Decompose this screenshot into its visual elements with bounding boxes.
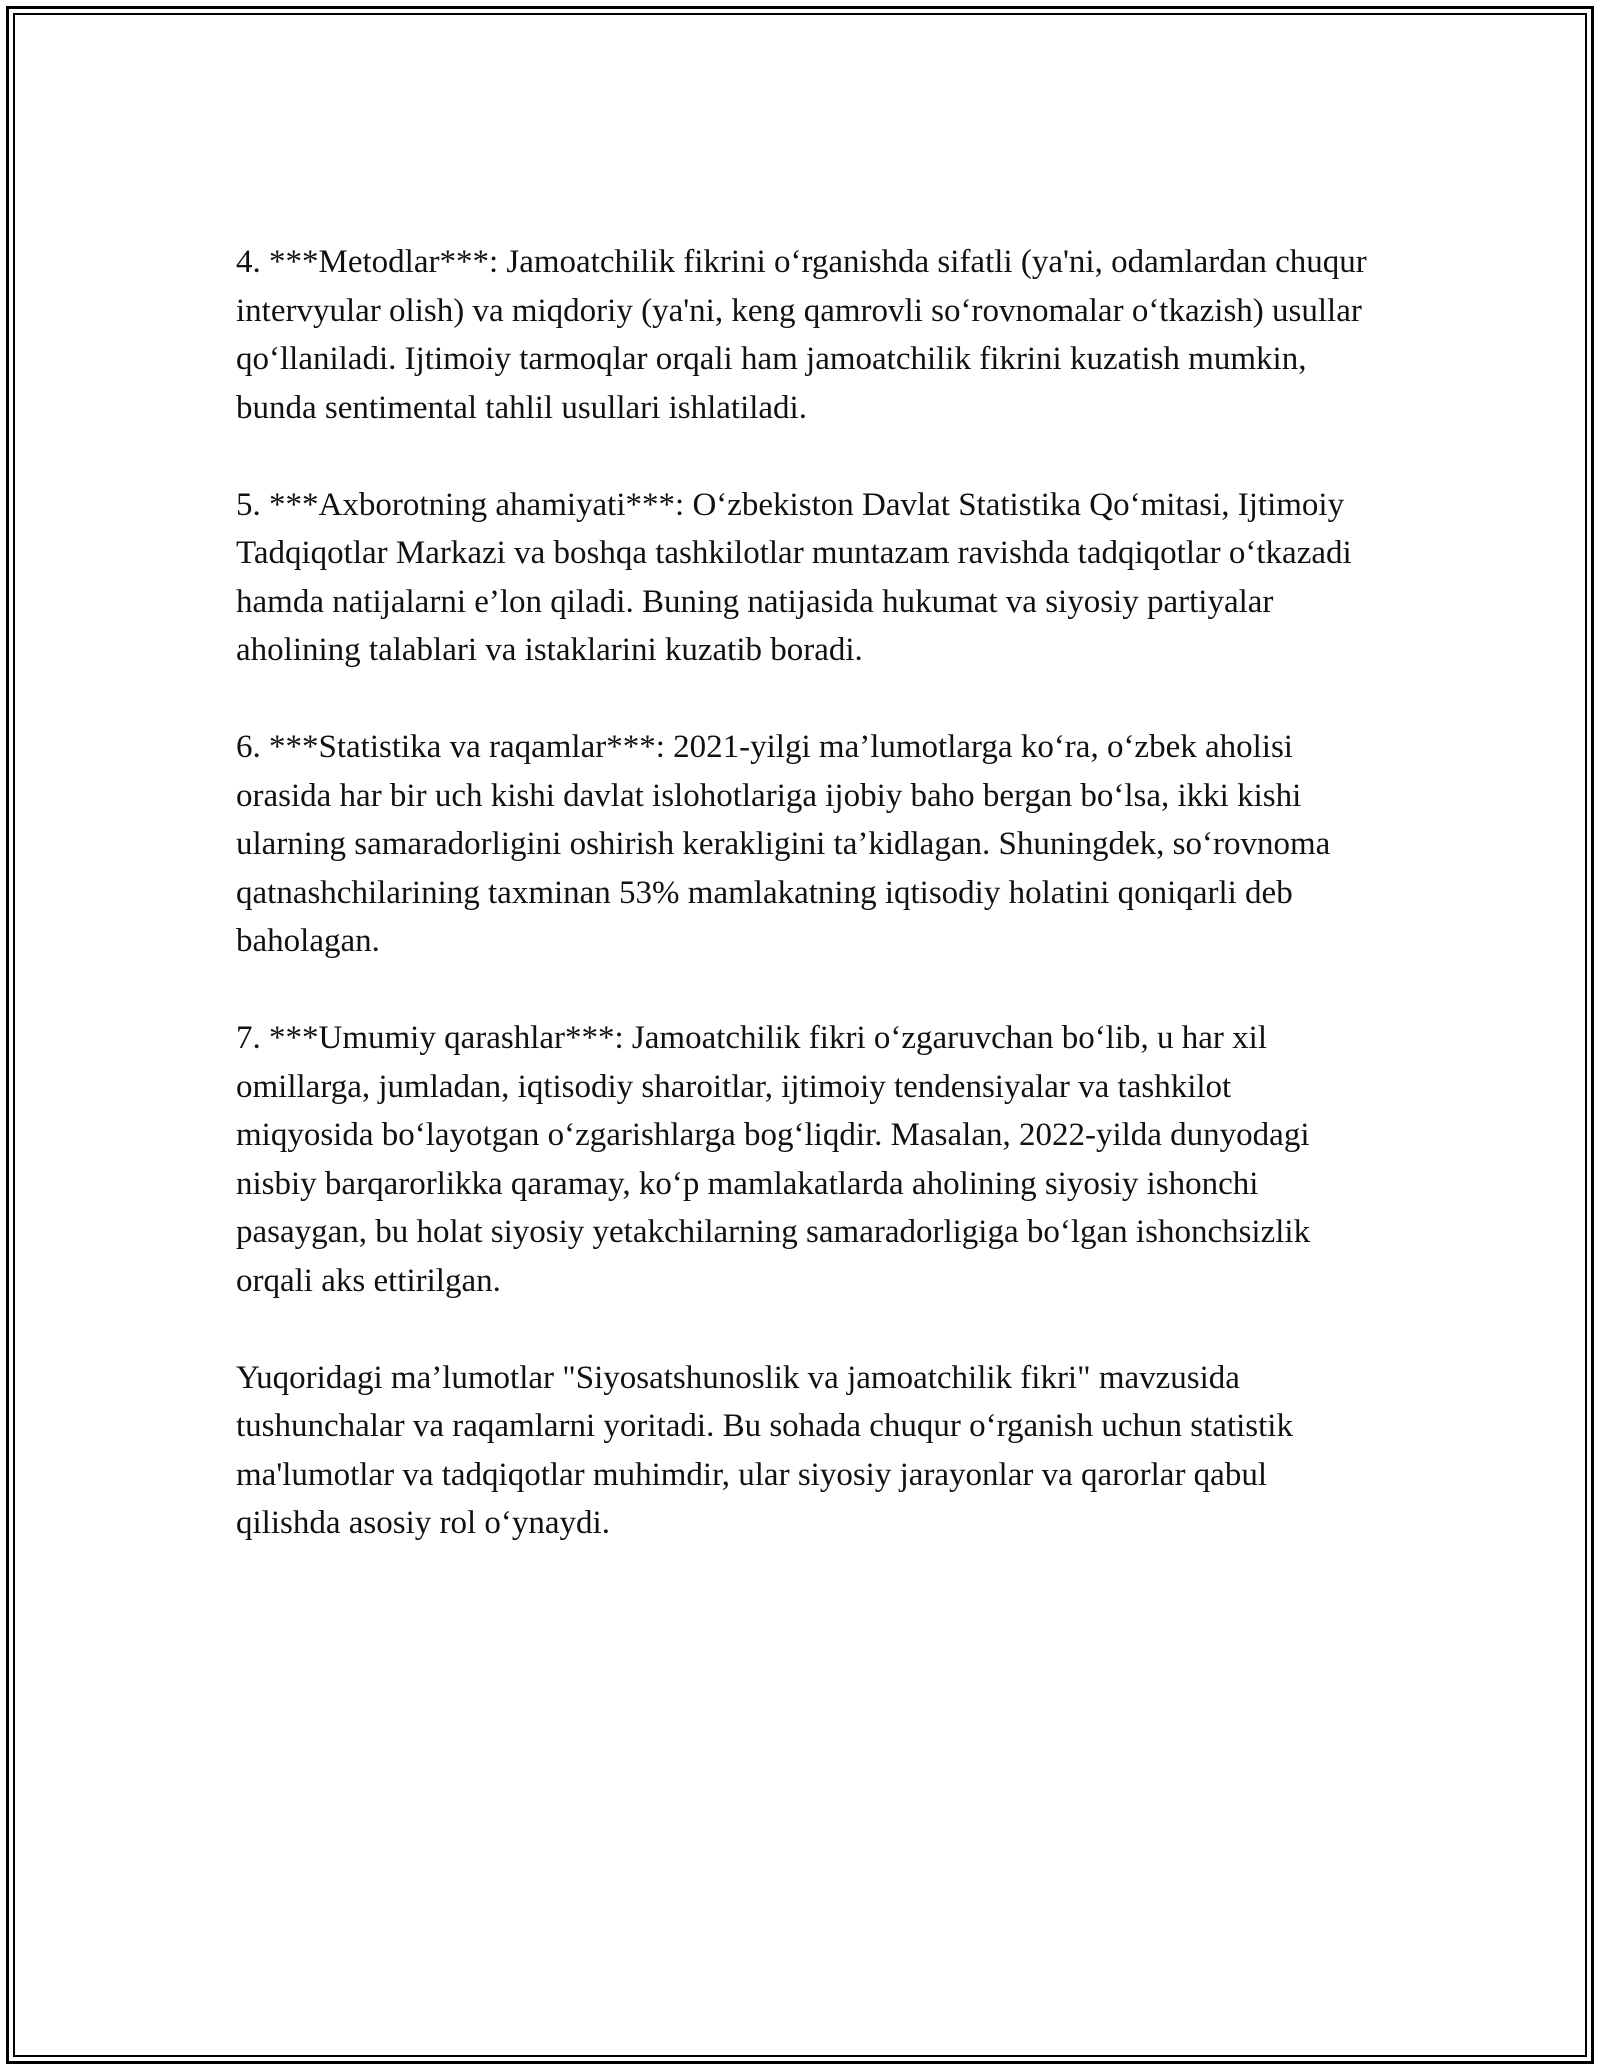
paragraph-conclusion: Yuqoridagi ma’lumotlar "Siyosatshunoslik va jamoatchilik fikri" mavzusida tushunchalar va raqamlarni yoritadi. Bu sohada chuqur o‘rganish uchun statistik ma'lumotlar va tadqiqotlar muhimdir, ular siyosiy jarayonlar va qarorlar qabul qilishda asosiy rol o‘ynaydi. bbox=[236, 1359, 1293, 1541]
document-body bbox=[236, 238, 1376, 1548]
paragraph-general-views: 7. ***Umumiy qarashlar***: Jamoatchilik fikri o‘zgaruvchan bo‘lib, u har xil omillarga, jumladan, iqtisodiy sharoitlar, ijtimoiy tendensiyalar va tashkilot miqyosida bo‘layotgan o‘zgarishlarga bog‘liqdir. Masalan, 2022-yilda dunyodagi nisbiy barqarorlikka qaramay, ko‘p mamlakatlarda aholining siyosiy ishonchi pasaygan, bu holat siyosiy yetakchilarning samaradorligiga bo‘lgan ishonchsizlik orqali aks ettirilgan. bbox=[236, 1020, 1311, 1299]
paragraph-statistics: 6. ***Statistika va raqamlar***: 2021-yilgi ma’lumotlarga ko‘ra, o‘zbek aholisi orasida har bir uch kishi davlat islohotlariga ijobiy baho bergan bo‘lsa, ikki kishi ularning samaradorligini oshirish kerakligini ta’kidlagan. Shuningdek, so‘rovnoma qatnashchilarining taxminan 53% mamlakatning iqtisodiy holatini qoniqarli deb baholagan. bbox=[236, 729, 1331, 959]
paragraph-methods: 4. ***Metodlar***: Jamoatchilik fikrini o‘rganishda sifatli (ya'ni, odamlardan chuqur intervyular olish) va miqdoriy (ya'ni, keng qamrovli so‘rovnomalar o‘tkazish) usullar qo‘llaniladi. Ijtimoiy tarmoqlar orqali ham jamoatchilik fikrini kuzatish mumkin, bunda sentimental tahlil usullari ishlatiladi. bbox=[236, 244, 1367, 426]
paragraph-information-importance: 5. ***Axborotning ahamiyati***: O‘zbekiston Davlat Statistika Qo‘mitasi, Ijtimoiy Tadqiqotlar Markazi va boshqa tashkilotlar muntazam ravishda tadqiqotlar o‘tkazadi hamda natijalarni e’lon qiladi. Buning natijasida hukumat va siyosiy partiyalar aholining talablari va istaklarini kuzatib boradi. bbox=[236, 486, 1352, 668]
